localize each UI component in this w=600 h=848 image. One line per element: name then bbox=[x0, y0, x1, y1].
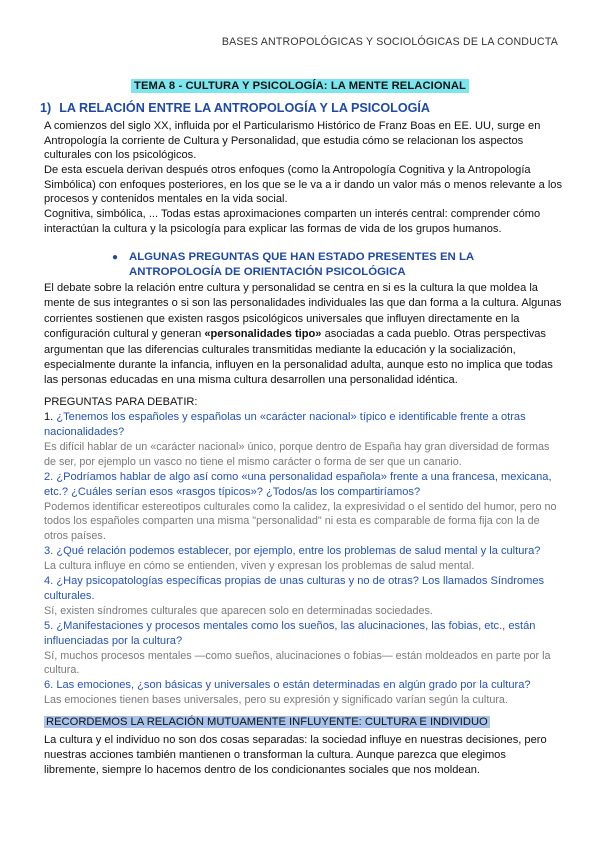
recap-heading: RECORDEMOS LA RELACIÓN MUTUAMENTE INFLUYENTE: CULTURA E INDIVIDUO bbox=[46, 716, 488, 728]
answer-6: Las emociones tienen bases universales, pero su expresión y significado varían según la cultura. bbox=[44, 694, 508, 707]
answer-3: La cultura influye en cómo se entienden, viven y expresan los problemas de salud mental. bbox=[44, 559, 475, 572]
question-5: 5. ¿Manifestaciones y procesos mentales como los sueños, las alucinaciones, las fobias, etc., están influenciadas por la cultura? bbox=[44, 619, 536, 647]
title-wrap bbox=[0, 76, 600, 94]
intro-paragraph-3: Cognitiva, simbólica, ... Todas estas aproximaciones comparten un interés central: comprender cómo interactúan la cultura y la psicología para explicar las formas de vida de los grupos humanos. bbox=[44, 208, 541, 235]
debate-paragraph bbox=[44, 281, 564, 389]
debate-text-end: asociadas a cada pueblo. Otras perspectivas argumentan que las diferencias culturales transmitidas mediante la educación y la socialización, especialmente durante la infancia, influyen en la personalidad adulta, aunque esto no implica que todas las personas educadas en una misma cultura desarrollen una personalidad idéntica. bbox=[44, 328, 553, 387]
debate-text-start: El debate sobre la relación entre cultura y personalidad se centra en si es la cultura la que moldea la mente de sus integrantes o si son las personalidades individuales las que dan forma a la cultura. Algunas corrientes sostienen que existen rasgos psicológicos universales que influyen directamente en la configuración cultural y generan bbox=[44, 282, 562, 341]
section-heading bbox=[40, 101, 430, 115]
answer-1: Es difícil hablar de un «carácter nacional» único, porque dentro de España hay gran diversidad de formas de ser, por ejemplo un vasco no tiene el mismo carácter o forma de ser que un canario. bbox=[44, 441, 550, 468]
question-1-number: 1. bbox=[44, 411, 54, 423]
document-title: TEMA 8 - CULTURA Y PSICOLOGÍA: LA MENTE RELACIONAL bbox=[131, 79, 469, 93]
running-header: BASES ANTROPOLÓGICAS Y SOCIOLÓGICAS DE LA CONDUCTA bbox=[221, 36, 558, 48]
intro-paragraph-2: De esta escuela derivan después otros enfoques (como la Antropología Cognitiva y la Antropología Simbólica) con enfoques posteriores, en los que se le va a ir dando un valor más o menos relevante a los procesos y contenidos mentales en la vida social. bbox=[44, 164, 562, 206]
question-2: 2. ¿Podríamos hablar de algo así como «una personalidad española» frente a una francesa, mexicana, etc.? ¿Cuáles serían esos «rasgos típicos»? ¿Todos/as los compartiríamos? bbox=[44, 470, 552, 498]
question-1 bbox=[44, 410, 559, 440]
subsection-heading bbox=[112, 250, 569, 280]
section-heading-text: LA RELACIÓN ENTRE LA ANTROPOLOGÍA Y LA PSICOLOGÍA bbox=[59, 101, 431, 115]
personalidades-tipo-term: «personalidades tipo» bbox=[204, 328, 322, 341]
answer-4: Sí, existen síndromes culturales que aparecen solo en determinadas sociedades. bbox=[44, 604, 433, 617]
question-1-text: ¿Tenemos los españoles y españolas un «carácter nacional» típico e identificable frente a otras nacionalidades? bbox=[44, 411, 526, 438]
intro-paragraph-1: A comienzos del siglo XX, influida por el Particularismo Histórico de Franz Boas en EE. UU, surge en Antropología la corriente de Cultura y Personalidad, que estudia cómo se relacionan los aspectos culturales con los psicológicos. bbox=[44, 120, 541, 162]
debate-questions bbox=[44, 395, 559, 708]
answer-2: Podemos identificar estereotipos culturales como la calidez, la expresividad o el sentido del humor, pero no todos los españoles comparten una misma "personalidad" ni esta es comparable de forma fija con la de otros países. bbox=[44, 500, 557, 543]
question-3: 3. ¿Qué relación podemos establecer, por ejemplo, entre los problemas de salud mental y la cultura? bbox=[44, 544, 541, 557]
question-6: 6. Las emociones, ¿son básicas y universales o están determinadas en algún grado por la cultura? bbox=[44, 679, 531, 692]
bullet-icon: ● bbox=[112, 252, 119, 263]
subsection-heading-text: ALGUNAS PREGUNTAS QUE HAN ESTADO PRESENTES EN LA ANTROPOLOGÍA DE ORIENTACIÓN PSICOLÓGICA bbox=[129, 251, 474, 278]
answer-5: Sí, muchos procesos mentales —como sueños, alucinaciones o fobias— están moldeados en parte por la cultura. bbox=[44, 649, 551, 677]
closing-paragraph: La cultura y el individuo no son dos cosas separadas: la sociedad influye en nuestras decisiones, pero nuestras acciones también mantienen o transforman la cultura. Aunque parezca que elegimos libremente, siempre lo hacemos dentro de los condicionantes sociales que nos moldean. bbox=[44, 734, 547, 777]
question-4: 4. ¿Hay psicopatologías específicas propias de unas culturas y no de otras? Los llamados Síndromes culturales. bbox=[44, 574, 545, 602]
section-number: 1) bbox=[40, 101, 52, 115]
debate-label: PREGUNTAS PARA DEBATIR: bbox=[44, 396, 198, 408]
